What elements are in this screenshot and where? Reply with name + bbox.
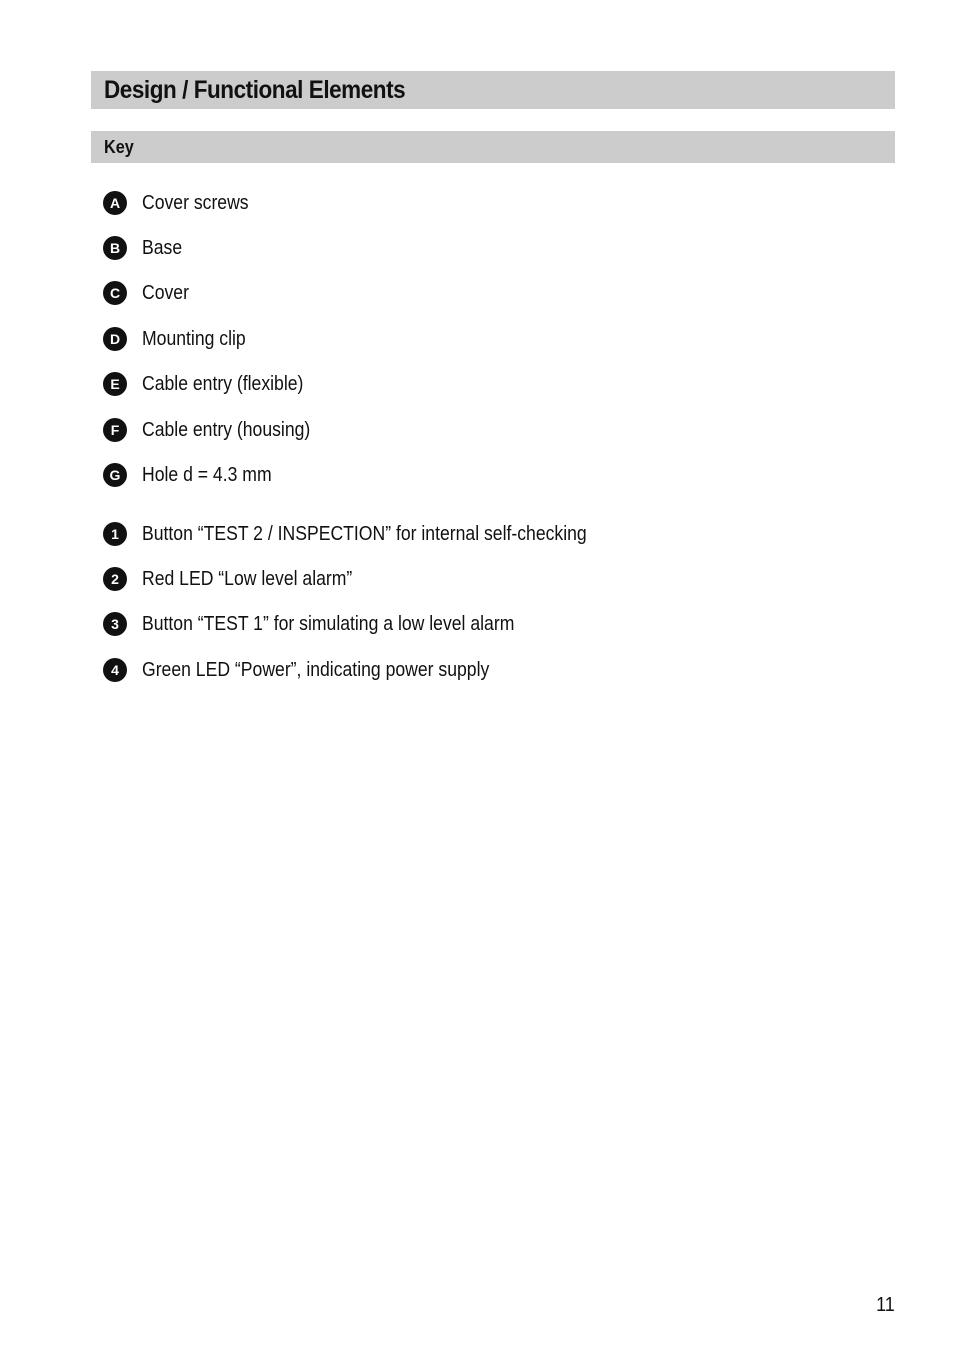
legend-item-text: Cover screws [142, 191, 249, 214]
marker-g-icon: G [103, 463, 127, 487]
marker-3-icon: 3 [103, 612, 127, 636]
legend-item-text: Red LED “Low level alarm” [142, 567, 353, 590]
legend-item-1 [103, 521, 647, 547]
legend-item-text: Mounting clip [142, 327, 246, 350]
legend-item-b [103, 235, 188, 261]
legend-item-e [103, 371, 325, 397]
legend-item-text: Button “TEST 2 / INSPECTION” for internal self-checking [142, 522, 587, 545]
legend-item-text: Green LED “Power”, indicating power supply [142, 658, 490, 681]
page-number: 11 [876, 1294, 895, 1316]
marker-1-icon: 1 [103, 522, 127, 546]
marker-d-icon: D [103, 327, 127, 351]
marker-c-icon: C [103, 281, 127, 305]
marker-b-icon: B [103, 236, 127, 260]
marker-a-icon: A [103, 191, 127, 215]
marker-f-icon: F [103, 418, 127, 442]
legend-item-4 [103, 657, 537, 683]
legend-item-c [103, 280, 195, 306]
page-title: Design / Functional Elements [104, 76, 406, 104]
legend-item-a [103, 190, 263, 216]
legend-item-g [103, 462, 289, 488]
legend-item-text: Cover [142, 281, 189, 304]
legend-item-text: Button “TEST 1” for simulating a low level alarm [142, 612, 515, 635]
legend-item-d [103, 326, 260, 352]
legend-item-2 [103, 566, 381, 592]
legend-item-text: Base [142, 236, 183, 259]
marker-4-icon: 4 [103, 658, 127, 682]
legend-item-3 [103, 611, 565, 637]
key-label: Key [104, 137, 134, 157]
key-header-bar [91, 131, 895, 163]
marker-e-icon: E [103, 372, 127, 396]
legend-item-text: Cable entry (housing) [142, 418, 311, 441]
legend-item-text: Cable entry (flexible) [142, 372, 304, 395]
marker-2-icon: 2 [103, 567, 127, 591]
section-title-bar [91, 71, 895, 109]
legend-item-text: Hole d = 4.3 mm [142, 463, 272, 486]
legend-item-f [103, 417, 333, 443]
